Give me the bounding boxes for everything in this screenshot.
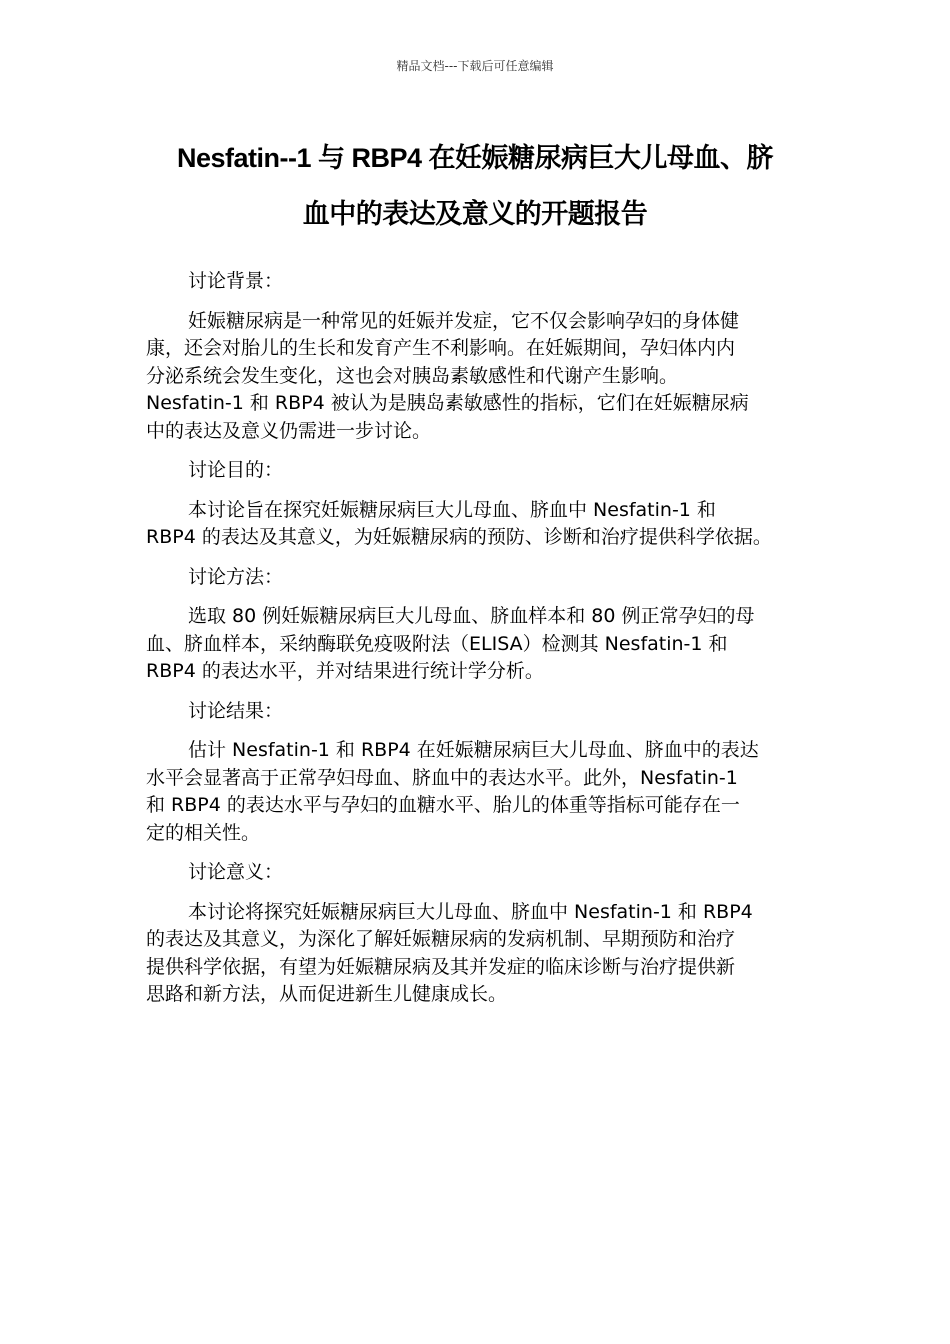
- paragraph-line: 血、脐血样本，采纳酶联免疫吸附法（ELISA）检测其 Nesfatin-1 和: [146, 632, 728, 655]
- section-heading-purpose: 讨论目的：: [188, 459, 284, 481]
- paragraph-line: 妊娠糖尿病是一种常见的妊娠并发症，它不仅会影响孕妇的身体健: [188, 309, 740, 332]
- paragraph-line: 水平会显著高于正常孕妇母血、脐血中的表达水平。此外，Nesfatin-1: [146, 766, 738, 789]
- section-heading-results: 讨论结果：: [188, 699, 284, 722]
- paragraph-line: 康，还会对胎儿的生长和发育产生不利影响。在妊娠期间，孕妇体内内: [146, 337, 736, 359]
- header-note: 精品文档---下载后可任意编辑: [396, 59, 554, 73]
- paragraph-line: RBP4 的表达及其意义，为妊娠糖尿病的预防、诊断和治疗提供科学依据。: [146, 526, 772, 548]
- paragraph-line: 选取 80 例妊娠糖尿病巨大儿母血、脐血样本和 80 例正常孕妇的母: [188, 605, 755, 627]
- paragraph-line: 分泌系统会发生变化，这也会对胰岛素敏感性和代谢产生影响。: [146, 364, 679, 387]
- paragraph-line: 本讨论将探究妊娠糖尿病巨大儿母血、脐血中 Nesfatin-1 和 RBP4: [188, 900, 753, 923]
- paragraph-line: 定的相关性。: [146, 821, 261, 844]
- title-line-1: Nesfatin--1 与 RBP4 在妊娠糖尿病巨大儿母血、脐: [176, 143, 774, 173]
- paragraph-line: 估计 Nesfatin-1 和 RBP4 在妊娠糖尿病巨大儿母血、脐血中的表达: [188, 739, 759, 761]
- paragraph-line: 思路和新方法，从而促进新生儿健康成长。: [146, 983, 508, 1005]
- section-heading-methods: 讨论方法：: [188, 565, 284, 588]
- paragraph-line: 中的表达及意义仍需进一步讨论。: [146, 419, 432, 442]
- paragraph-line: 本讨论旨在探究妊娠糖尿病巨大儿母血、脐血中 Nesfatin-1 和: [188, 498, 716, 521]
- paragraph-line: 提供科学依据，有望为妊娠糖尿病及其并发症的临床诊断与治疗提供新: [146, 955, 736, 978]
- section-heading-background: 讨论背景：: [188, 270, 284, 292]
- section-paragraph-background: [146, 308, 814, 446]
- section-paragraph-results: [146, 737, 814, 847]
- section-paragraph-significance: [146, 899, 814, 1009]
- document-title: [110, 130, 840, 242]
- section-paragraph-purpose: [146, 497, 814, 552]
- paragraph-line: Nesfatin-1 和 RBP4 被认为是胰岛素敏感性的指标，它们在妊娠糖尿病: [146, 392, 749, 414]
- section-heading-significance: 讨论意义：: [188, 861, 284, 883]
- section-paragraph-methods: [146, 603, 814, 686]
- title-line-2: 血中的表达及意义的开题报告: [302, 199, 648, 229]
- document-body: [146, 268, 814, 1021]
- paragraph-line: 和 RBP4 的表达水平与孕妇的血糖水平、胎儿的体重等指标可能存在一: [146, 794, 740, 816]
- paragraph-line: RBP4 的表达水平，并对结果进行统计学分析。: [146, 660, 544, 682]
- paragraph-line: 的表达及其意义，为深化了解妊娠糖尿病的发病机制、早期预防和治疗: [146, 928, 736, 950]
